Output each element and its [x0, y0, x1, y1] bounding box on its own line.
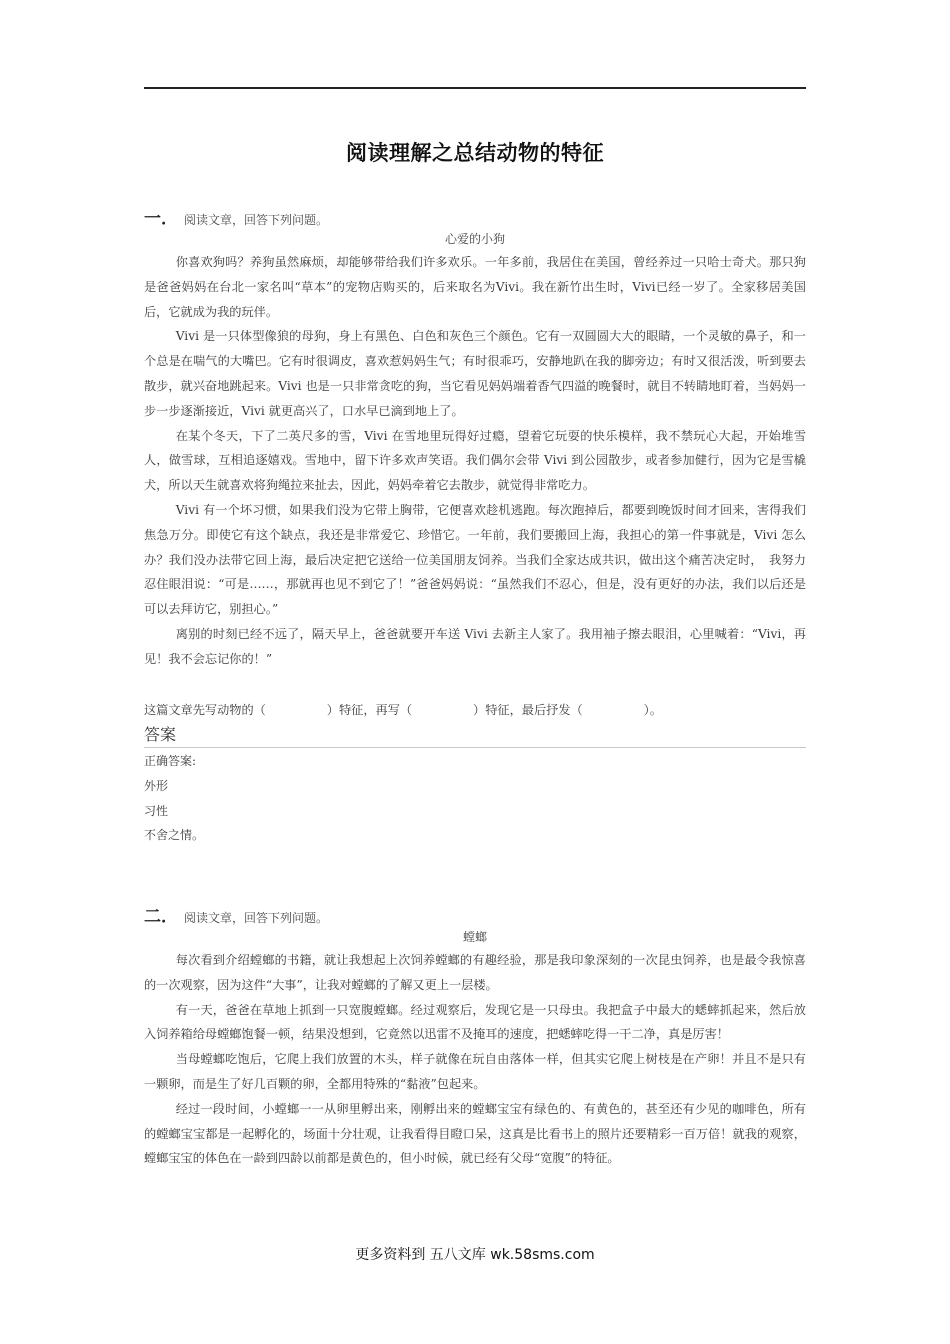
passage-2-paragraph: 经过一段时间，小螳螂一一从卵里孵出来，刚孵出来的螳螂宝宝有绿色的、有黄色的，甚至还有少见的咖啡色，所有的螳螂宝宝都是一起孵化的，场面十分壮观，让我看得目瞪口呆，这真是比看书上的照片还要精彩一百万倍！就我的观察，螳螂宝宝的体色在一龄到四龄以前都是黄色的，但小时候，就已经有父母“宽腹”的特征。: [144, 1101, 806, 1166]
passage-1-paragraph: Vivi 有一个坏习惯，如果我们没为它带上胸带，它便喜欢趁机逃跑。每次跑掉后，都要到晚饭时间才回来，害得我们焦急万分。即使它有这个缺点，我还是非常爱它、珍惜它。一年前，我们要搬回上海，我担心的第一件事就是，Vivi 怎么办？我们没办法带它回上海，最后决定把它送给一位美国朋友饲养。当我们全家达成共识，做出这个痛苦决定时， 我努力忍住眼泪说：“可是……，那就再也见不到它了！”爸爸妈妈说：“虽然我们不忍心，但是，没有更好的办法，我们以后还是可以去拜访它，别担心。”: [144, 502, 806, 617]
passage-1-paragraph: 离别的时刻已经不远了，隔天早上，爸爸就要开车送 Vivi 去新主人家了。我用袖子擦去眼泪，心里喊着：“Vivi，再见！我不会忘记你的！”: [144, 626, 806, 666]
passage-1-title: 心爱的小狗: [444, 232, 505, 246]
footer-watermark: 更多资料到 五八文库 wk.58sms.com: [355, 1247, 595, 1263]
question-2-heading: [144, 902, 328, 927]
answer-item: 外形: [144, 778, 169, 793]
passage-1-paragraph: Vivi 是一只体型像狼的母狗，身上有黑色、白色和灰色三个颜色。它有一双圆圆大大的眼睛，一个灵敏的鼻子，和一个总是在喘气的大嘴巴。它有时很调皮，喜欢惹妈妈生气；有时很乖巧，安静地趴在我的脚旁边；有时又很活泼，听到要去散步，就兴奋地跳起来。Vivi 也是一只非常贪吃的狗，当它看见妈妈端着香气四溢的晚餐时，就目不转睛地盯着，当妈妈一步一步逐渐接近，Vivi 就更高兴了，口水早已滴到地上了。: [144, 329, 806, 418]
passage-2-paragraph: 当母螳螂吃饱后，它爬上我们放置的木头，样子就像在玩自由落体一样，但其实它爬上树枝是在产卵！并且不是只有一颗卵，而是生了好几百颗的卵，全都用特殊的“黏液”包起来。: [144, 1052, 806, 1091]
question-1-instruction: 阅读文章，回答下列问题。: [184, 213, 329, 227]
question-2-instruction: 阅读文章，回答下列问题。: [184, 911, 329, 925]
answer-header: 答案: [144, 722, 806, 748]
question-1-number: 一．: [144, 209, 178, 229]
question-1-heading: [144, 204, 328, 229]
answer-item: 习性: [144, 803, 169, 818]
passage-2-paragraph: 每次看到介绍螳螂的书籍，就让我想起上次饲养螳螂的有趣经验，那是我印象深刻的一次昆虫饲养，也是最令我惊喜的一次观察，因为这件“大事”，让我对螳螂的了解又更上一层楼。: [144, 953, 806, 992]
passage-2: [144, 948, 806, 1171]
page-title: 阅读理解之总结动物的特征: [346, 140, 604, 165]
passage-1-paragraph: 你喜欢狗吗？养狗虽然麻烦，却能够带给我们许多欢乐。一年多前，我居住在美国，曾经养过一只哈士奇犬。那只狗是爸爸妈妈在台北一家名叫“草本”的宠物店购买的，后来取名为Vivi。我在新竹出生时，Vivi已经一岁了。全家移居美国后，它就成为我的玩伴。: [144, 255, 806, 319]
answer-item: 不舍之情。: [144, 828, 205, 843]
top-rule: [144, 87, 806, 89]
passage-2-paragraph: 有一天，爸爸在草地上抓到一只宽腹螳螂。经过观察后，发现它是一只母虫。我把盒子中最大的蟋蟀抓起来，然后放入饲养箱给母螳螂饱餐一顿，结果没想到，它竟然以迅雷不及掩耳的速度，把蟋蟀吃得一干二净，真是厉害！: [144, 1002, 806, 1042]
passage-1: [144, 250, 806, 672]
question-2-number: 二．: [144, 907, 178, 927]
answer-list: [144, 749, 204, 848]
passage-2-title: 螳螂: [462, 930, 487, 944]
answer-label: 正确答案:: [144, 754, 197, 768]
passage-1-paragraph: 在某个冬天，下了二英尺多的雪，Vivi 在雪地里玩得好过瘾，望着它玩耍的快乐模样，我不禁玩心大起，开始堆雪人，做雪球，互相追逐嬉戏。雪地中，留下许多欢声笑语。我们偶尔会带 Vivi 到公园散步，或者参加健行，因为它是雪橇犬，所以天生就喜欢将狗绳拉来扯去，因此，妈妈牵着它去散步，就觉得非常吃力。: [144, 428, 806, 493]
fill-blank-question: 这篇文章先写动物的（ ）特征，再写（ ）特征，最后抒发（ ）。: [144, 703, 662, 717]
